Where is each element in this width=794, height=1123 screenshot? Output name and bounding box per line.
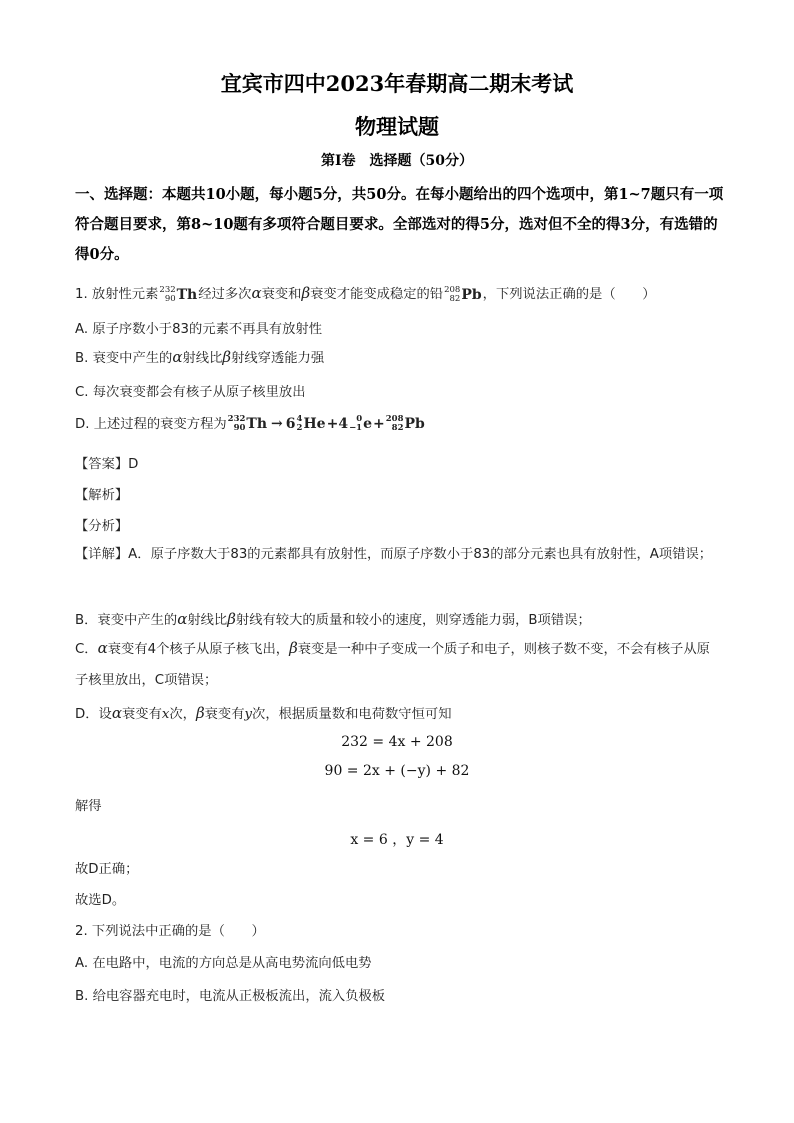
question-2-stem: 2. 下列说法中正确的是（ ）	[75, 924, 265, 939]
question-1-option-d: D. 上述过程的衰变方程为 232 90 Th → 6 4 2 He +4 0 −1 e + 208 82 Pb	[75, 414, 425, 433]
beta-symbol: β	[301, 284, 311, 302]
equation-charge: 90 = 2x + (−y) + 82	[324, 763, 470, 779]
section-heading: 一、选择题：本题共10小题，每小题5分，共50分。在每小题给出的四个选项中，第1~7题只有一项符合题目要求，第8~10题有多项符合题目要求。全部选对的得5分，选对但不全的得3分，有选错的得0分。	[75, 186, 724, 263]
detail-c: C．α衰变有4个核子从原子核飞出，β衰变是一种中子变成一个质子和电子，则核子数不变，不会有核子从原子核里放出，C项错误；	[75, 639, 710, 688]
detail-d: D．设α衰变有x次，β衰变有y次，根据质量数和电荷数守恒可知	[75, 704, 452, 722]
equation-mass: 232 = 4x + 208	[341, 734, 453, 750]
question-2-option-b: B. 给电容器充电时，电流从正极板流出，流入负极板	[75, 989, 386, 1004]
question-1-option-c: C. 每次衰变都会有核子从原子核里放出	[75, 385, 306, 400]
arrow-icon: →	[271, 416, 283, 432]
conclusion-choice: 故选D。	[75, 893, 126, 908]
part-title: 第I卷 选择题（50分）	[320, 153, 474, 169]
answer-label: 【答案】D	[75, 457, 139, 472]
alpha-symbol: α	[251, 284, 262, 302]
solution-result: x = 6 ，y = 4	[350, 832, 444, 848]
nuclide-lead: 208 82 Pb	[444, 285, 482, 304]
question-2-option-a: A. 在电路中，电流的方向总是从高电势流向低电势	[75, 956, 372, 971]
question-1-option-a: A. 原子序数小于83的元素不再具有放射性	[75, 322, 322, 337]
detail-a: 【详解】A．原子序数大于83的元素都具有放射性，而原子序数小于83的部分元素也具有放射性，A项错误；	[75, 547, 713, 562]
solve-label: 解得	[75, 799, 102, 814]
analysis-label: 【解析】	[75, 488, 129, 503]
detail-b: B．衰变中产生的α射线比β射线有较大的质量和较小的速度，则穿透能力弱，B项错误；	[75, 610, 591, 628]
decay-equation: 232 90 Th → 6 4 2 He +4 0 −1 e + 208 82 Pb	[227, 414, 425, 433]
question-1-stem: 1. 放射性元素 232 90 Th 经过多次α衰变和β衰变才能变成稳定的铅 208 82 Pb ，下列说法正确的是（ ）	[75, 284, 656, 304]
exam-title: 宜宾市四中2023年春期高二期末考试	[220, 71, 574, 96]
nuclide-thorium: 232 90 Th	[159, 285, 198, 304]
question-1-option-b: B. 衰变中产生的α射线比β射线穿透能力强	[75, 348, 325, 366]
conclusion-d: 故D正确；	[75, 862, 139, 877]
subject-title: 物理试题	[355, 114, 439, 139]
breakdown-label: 【分析】	[75, 519, 129, 534]
